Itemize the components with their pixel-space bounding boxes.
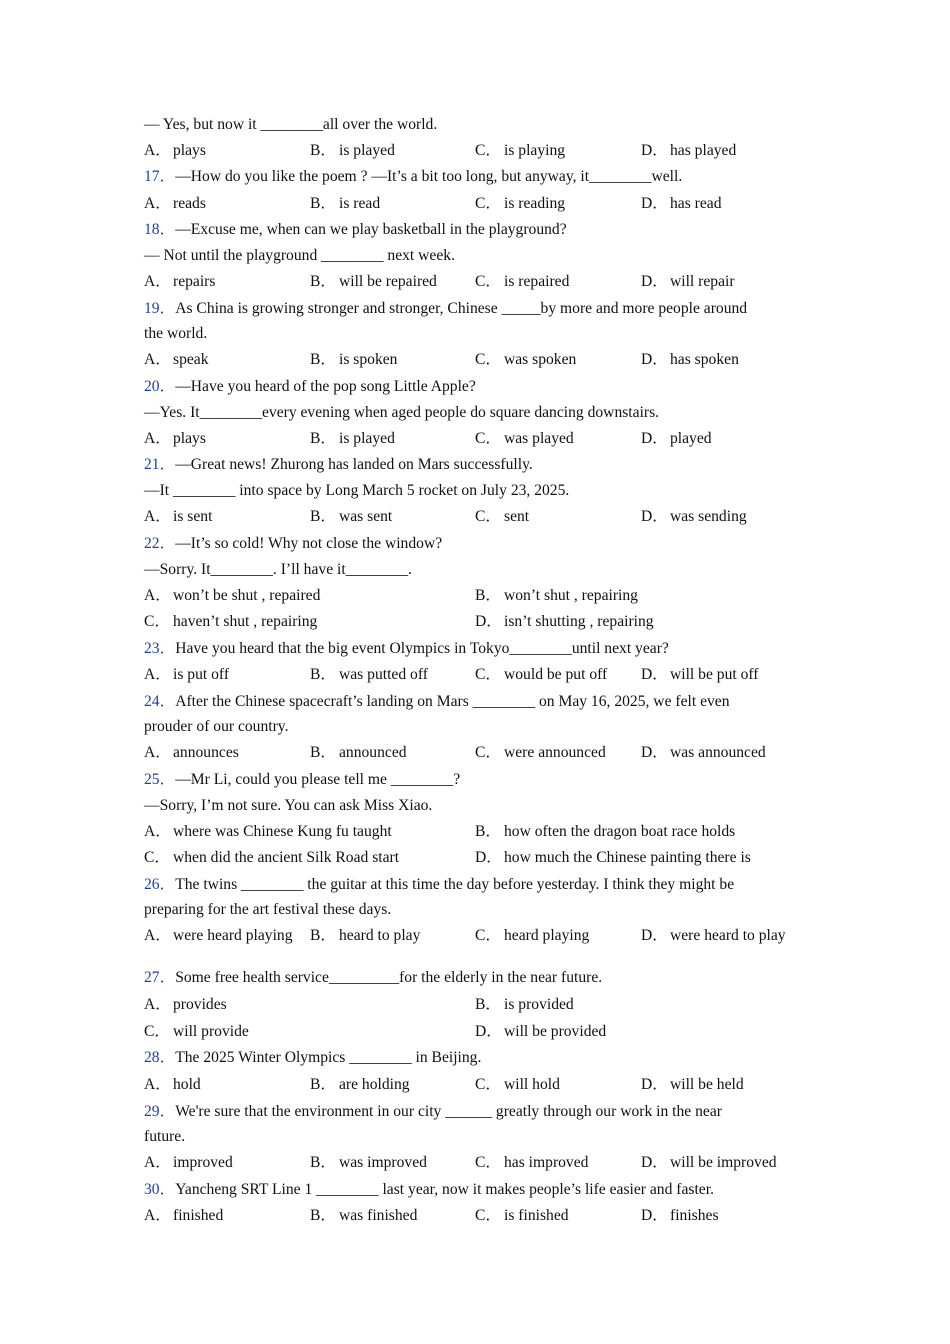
question-29-line2: future.: [144, 1128, 186, 1145]
question-26: 26．The twins ________ the guitar at this time the day before yesterday. I think they might be: [144, 876, 735, 893]
option-b: B． is spoken: [310, 351, 398, 368]
question-number: 18．: [144, 221, 176, 238]
option-a: A． improved: [144, 1154, 233, 1171]
option-c: C． will hold: [475, 1076, 560, 1093]
option-a: A． won’t be shut , repaired: [144, 587, 321, 604]
option-d: D． was sending: [641, 508, 747, 525]
question-21: 21．—Great news! Zhurong has landed on Mars successfully.: [144, 456, 533, 473]
option-b: B． was sent: [310, 508, 393, 525]
option-c: C． sent: [475, 508, 530, 525]
question-number: 21．: [144, 456, 176, 473]
option-d: D． isn’t shutting , repairing: [475, 613, 654, 630]
option-c: C． was spoken: [475, 351, 577, 368]
option-c: C． would be put off: [475, 666, 608, 683]
option-d: D． will be improved: [641, 1154, 777, 1171]
question-16-line: — Yes, but now it ________all over the world.: [144, 116, 438, 133]
question-27: 27．Some free health service_________for the elderly in the near future.: [144, 969, 603, 986]
question-22: 22．—It’s so cold! Why not close the window?: [144, 535, 443, 552]
option-a: A． hold: [144, 1076, 201, 1093]
option-c: C． were announced: [475, 744, 606, 761]
option-d: D． has played: [641, 142, 737, 159]
option-c: C． is reading: [475, 195, 566, 212]
option-d: D． will be provided: [475, 1023, 607, 1040]
option-a: A． plays: [144, 142, 206, 159]
option-b: B． are holding: [310, 1076, 410, 1093]
question-29: 29．We're sure that the environment in our city ______ greatly through our work in the near: [144, 1103, 722, 1120]
option-a: A． announces: [144, 744, 239, 761]
option-b: B． how often the dragon boat race holds: [475, 823, 736, 840]
question-number: 20．: [144, 378, 176, 395]
option-c: C． is repaired: [475, 273, 570, 290]
question-number: 22．: [144, 535, 176, 552]
question-number: 30．: [144, 1181, 176, 1198]
question-24: 24．After the Chinese spacecraft’s landing on Mars ________ on May 16, 2025, we felt even: [144, 693, 730, 710]
option-d: D． how much the Chinese painting there is: [475, 849, 751, 866]
option-c: C． was played: [475, 430, 574, 447]
question-23: 23．Have you heard that the big event Olympics in Tokyo________until next year?: [144, 640, 669, 657]
option-b: B． was putted off: [310, 666, 428, 683]
question-22-line2: —Sorry. It________. I’ll have it________.: [144, 561, 412, 578]
question-21-line2: —It ________ into space by Long March 5 rocket on July 23, 2025.: [144, 482, 570, 499]
option-a: A． reads: [144, 195, 206, 212]
option-b: B． is played: [310, 142, 395, 159]
question-30: 30．Yancheng SRT Line 1 ________ last year, now it makes people’s life easier and faster.: [144, 1181, 714, 1198]
option-b: B． was finished: [310, 1207, 418, 1224]
option-d: D． has read: [641, 195, 722, 212]
option-c: C． is finished: [475, 1207, 569, 1224]
option-c: C． heard playing: [475, 927, 590, 944]
question-17: 17．—How do you like the poem ? —It’s a bit too long, but anyway, it________well.: [144, 168, 683, 185]
question-number: 23．: [144, 640, 176, 657]
option-c: C． when did the ancient Silk Road start: [144, 849, 400, 866]
option-a: A． finished: [144, 1207, 224, 1224]
option-c: C． has improved: [475, 1154, 589, 1171]
option-d: D． has spoken: [641, 351, 739, 368]
question-19-line2: the world.: [144, 325, 208, 342]
option-b: B． announced: [310, 744, 407, 761]
question-25: 25．—Mr Li, could you please tell me ________?: [144, 771, 461, 788]
question-20-line2: —Yes. It________every evening when aged people do square dancing downstairs.: [144, 404, 660, 421]
question-number: 28．: [144, 1049, 176, 1066]
option-a: A． speak: [144, 351, 209, 368]
option-a: A． is put off: [144, 666, 230, 683]
question-18: 18．—Excuse me, when can we play basketball in the playground?: [144, 221, 567, 238]
option-d: D． were heard to play: [641, 927, 786, 944]
question-number: 29．: [144, 1103, 176, 1120]
option-b: B． is played: [310, 430, 395, 447]
question-24-line2: prouder of our country.: [144, 718, 289, 735]
option-b: B． is read: [310, 195, 381, 212]
option-d: D． will be put off: [641, 666, 759, 683]
option-b: B． will be repaired: [310, 273, 437, 290]
option-c: C． haven’t shut , repairing: [144, 613, 318, 630]
option-b: B． won’t shut , repairing: [475, 587, 638, 604]
option-a: A． is sent: [144, 508, 213, 525]
option-b: B． heard to play: [310, 927, 421, 944]
option-d: D． finishes: [641, 1207, 719, 1224]
question-number: 25．: [144, 771, 176, 788]
option-d: D． will be held: [641, 1076, 744, 1093]
question-number: 24．: [144, 693, 176, 710]
question-number: 26．: [144, 876, 176, 893]
option-a: A． were heard playing: [144, 927, 293, 944]
option-a: A． repairs: [144, 273, 216, 290]
option-b: B． was improved: [310, 1154, 427, 1171]
option-d: D． played: [641, 430, 712, 447]
option-c: C． is playing: [475, 142, 566, 159]
question-28: 28．The 2025 Winter Olympics ________ in Beijing.: [144, 1049, 482, 1066]
option-a: A． where was Chinese Kung fu taught: [144, 823, 392, 840]
option-d: D． was announced: [641, 744, 766, 761]
option-b: B． is provided: [475, 996, 574, 1013]
question-18-line2: — Not until the playground ________ next week.: [144, 247, 455, 264]
option-d: D． will repair: [641, 273, 735, 290]
question-20: 20．—Have you heard of the pop song Little Apple?: [144, 378, 476, 395]
option-a: A． provides: [144, 996, 227, 1013]
question-number: 27．: [144, 969, 176, 986]
question-19: 19．As China is growing stronger and stronger, Chinese _____by more and more people around: [144, 300, 748, 317]
question-26-line2: preparing for the art festival these days.: [144, 901, 392, 918]
option-a: A． plays: [144, 430, 206, 447]
question-number: 19．: [144, 300, 176, 317]
option-c: C． will provide: [144, 1023, 249, 1040]
question-number: 17．: [144, 168, 176, 185]
question-25-line2: —Sorry, I’m not sure. You can ask Miss Xiao.: [144, 797, 433, 814]
